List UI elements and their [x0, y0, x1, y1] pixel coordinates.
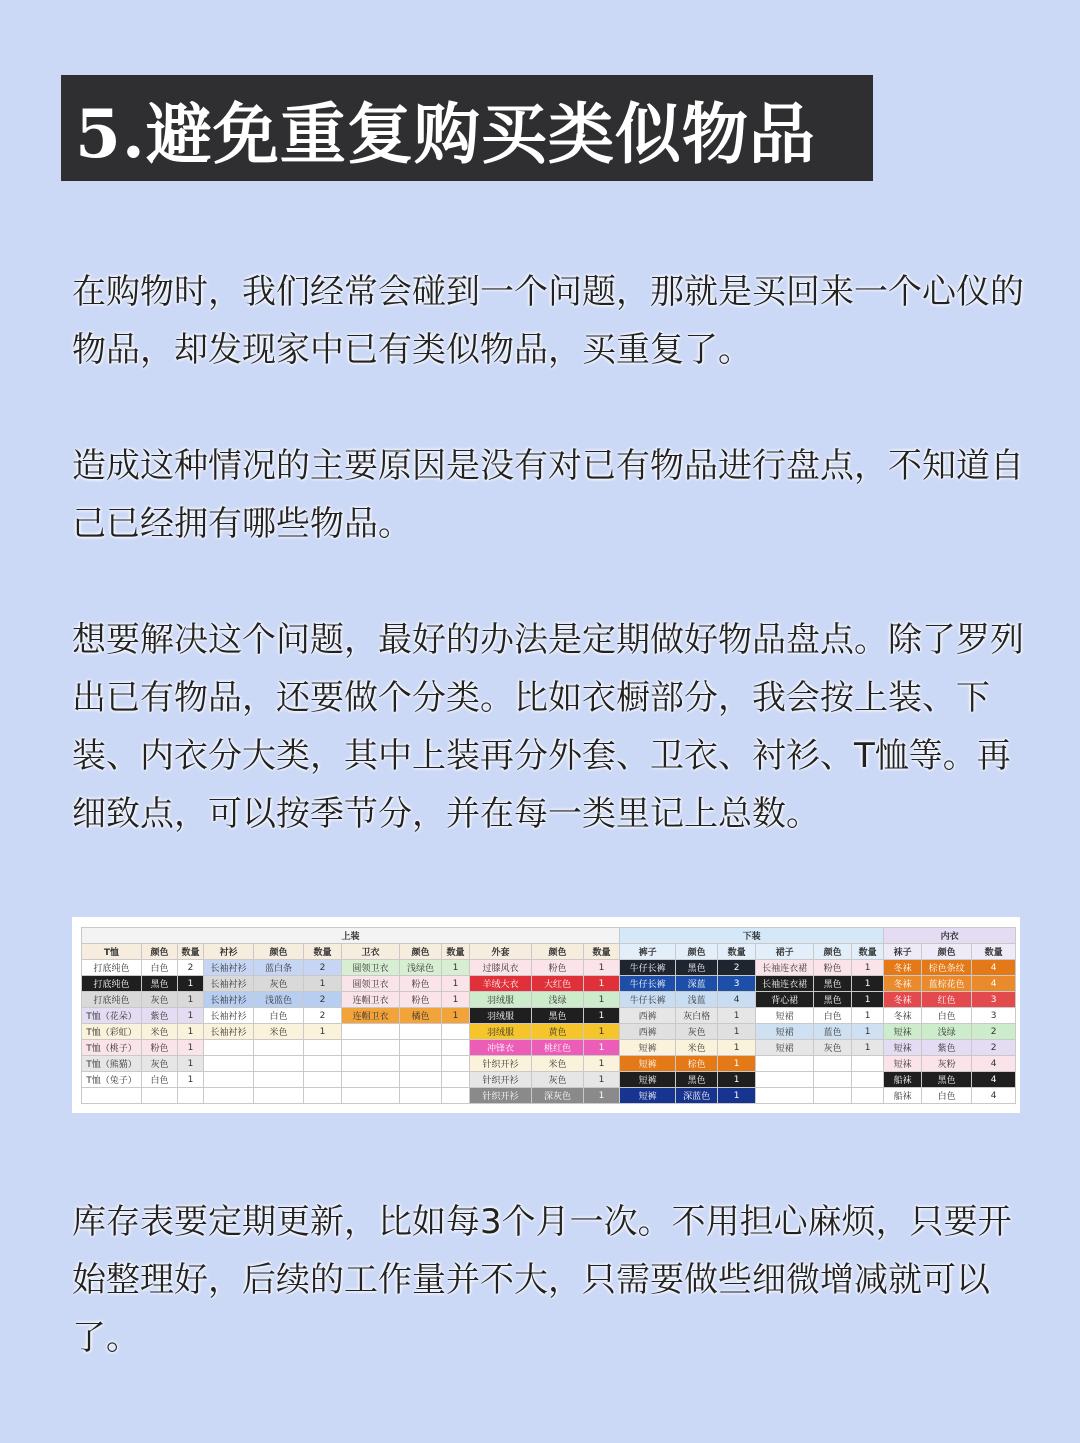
table-cell: 短袜 [884, 1040, 922, 1056]
table-cell: 2 [304, 1008, 342, 1024]
table-cell: 4 [972, 976, 1016, 992]
table-cell: 1 [584, 960, 620, 976]
column-header: 外套 [470, 944, 532, 960]
column-header: 颜色 [254, 944, 304, 960]
table-cell [814, 1072, 852, 1088]
sheet-group-row [82, 928, 1016, 944]
table-cell: 米色 [142, 1024, 178, 1040]
column-header: T恤 [82, 944, 142, 960]
table-cell: 1 [584, 976, 620, 992]
table-cell: 白色 [254, 1008, 304, 1024]
paragraph-1: 在购物时，我们经常会碰到一个问题，那就是买回来一个心仪的物品，却发现家中已有类似物品，买重复了。 [72, 272, 1024, 370]
column-header: 数量 [178, 944, 204, 960]
table-cell [442, 1024, 470, 1040]
table-row [82, 1008, 1016, 1024]
table-cell: 深蓝 [676, 976, 718, 992]
table-cell [178, 1088, 204, 1104]
table-cell: 浅绿 [922, 1024, 972, 1040]
table-cell: 白色 [814, 1008, 852, 1024]
table-row [82, 992, 1016, 1008]
table-cell: 短裙 [756, 1024, 814, 1040]
table-cell: 灰色 [254, 976, 304, 992]
table-cell: 1 [852, 1040, 884, 1056]
table-cell [304, 1072, 342, 1088]
table-cell: 西裤 [620, 1024, 676, 1040]
column-header: 数量 [972, 944, 1016, 960]
table-cell: 冬袜 [884, 960, 922, 976]
table-cell: 黑色 [814, 976, 852, 992]
table-cell: T恤（桃子） [82, 1040, 142, 1056]
table-cell [254, 1088, 304, 1104]
table-cell: T恤（花朵） [82, 1008, 142, 1024]
table-cell: 羊绒大衣 [470, 976, 532, 992]
table-cell: 连帽卫衣 [342, 992, 400, 1008]
table-cell: 连帽卫衣 [342, 1008, 400, 1024]
paragraph-3: 想要解决这个问题，最好的办法是定期做好物品盘点。除了罗列出已有物品，还要做个分类。比如衣橱部分，我会按上装、下装、内衣分大类，其中上装再分外套、卫衣、衬衫、T恤等。再细致点，可以按季节分，并在每一类里记上总数。 [72, 620, 1024, 834]
table-cell: 圆领卫衣 [342, 960, 400, 976]
table-cell [442, 1072, 470, 1088]
table-cell: 粉色 [400, 992, 442, 1008]
table-cell: 1 [718, 1056, 756, 1072]
title-banner [61, 75, 873, 181]
table-cell: 浅蓝色 [254, 992, 304, 1008]
table-cell: 蓝白条 [254, 960, 304, 976]
table-cell: 灰色 [142, 992, 178, 1008]
table-cell [442, 1056, 470, 1072]
column-header: 裙子 [756, 944, 814, 960]
table-cell: 1 [304, 976, 342, 992]
column-header: 颜色 [922, 944, 972, 960]
table-cell: 黄色 [532, 1024, 584, 1040]
table-cell: 1 [178, 992, 204, 1008]
table-cell: 短袜 [884, 1024, 922, 1040]
table-cell [204, 1088, 254, 1104]
table-cell: 粉色 [400, 976, 442, 992]
table-cell [304, 1088, 342, 1104]
table-cell: 长袖衬衫 [204, 960, 254, 976]
table-cell [400, 1040, 442, 1056]
table-cell: 2 [972, 1024, 1016, 1040]
table-cell: T恤（兔子） [82, 1072, 142, 1088]
column-header: 颜色 [814, 944, 852, 960]
table-cell: 灰色 [532, 1072, 584, 1088]
table-cell: 棕色条纹 [922, 960, 972, 976]
table-cell: 1 [584, 1024, 620, 1040]
table-cell: 1 [442, 960, 470, 976]
table-cell [342, 1040, 400, 1056]
table-row [82, 1072, 1016, 1088]
table-cell [204, 1040, 254, 1056]
table-cell: 圆领卫衣 [342, 976, 400, 992]
table-cell [304, 1056, 342, 1072]
table-cell: 牛仔长裤 [620, 976, 676, 992]
table-cell: 米色 [532, 1056, 584, 1072]
table-cell: 长袖衬衫 [204, 1008, 254, 1024]
table-cell: 短裙 [756, 1008, 814, 1024]
table-cell [814, 1088, 852, 1104]
table-cell: 1 [584, 1008, 620, 1024]
table-cell: 长袖衬衫 [204, 976, 254, 992]
table-cell: 3 [972, 1008, 1016, 1024]
table-cell: 黑色 [676, 960, 718, 976]
table-cell: 长袖连衣裙 [756, 976, 814, 992]
table-cell: 1 [584, 1056, 620, 1072]
column-header: 衬衫 [204, 944, 254, 960]
table-row [82, 960, 1016, 976]
table-cell: 紫色 [142, 1008, 178, 1024]
table-cell: 1 [178, 1056, 204, 1072]
table-cell: 米色 [254, 1024, 304, 1040]
table-cell: 1 [852, 976, 884, 992]
column-header: 裤子 [620, 944, 676, 960]
column-header: 颜色 [142, 944, 178, 960]
table-cell: 西裤 [620, 1008, 676, 1024]
column-header: 数量 [718, 944, 756, 960]
page-title: 5.避免重复购买类似物品 [75, 94, 816, 173]
table-cell: 短裤 [620, 1072, 676, 1088]
table-cell: 灰色 [676, 1024, 718, 1040]
table-cell [852, 1072, 884, 1088]
table-cell: 羽绒服 [470, 992, 532, 1008]
table-cell [400, 1024, 442, 1040]
table-cell [400, 1088, 442, 1104]
table-cell: 棕色 [676, 1056, 718, 1072]
table-cell: 白色 [142, 1072, 178, 1088]
table-cell: 粉色 [142, 1040, 178, 1056]
table-cell: 打底纯色 [82, 992, 142, 1008]
table-cell [442, 1088, 470, 1104]
table-cell: 灰色 [814, 1040, 852, 1056]
table-cell: 1 [304, 1024, 342, 1040]
table-cell: 深灰色 [532, 1088, 584, 1104]
inventory-table [81, 927, 1016, 1104]
table-cell: 白色 [142, 960, 178, 976]
table-cell: 灰色 [142, 1056, 178, 1072]
table-cell: 2 [972, 1040, 1016, 1056]
table-cell: 2 [304, 992, 342, 1008]
table-cell [82, 1088, 142, 1104]
table-cell: 1 [442, 992, 470, 1008]
table-cell: 4 [972, 1056, 1016, 1072]
table-cell: 短袜 [884, 1056, 922, 1072]
table-cell: 灰粉 [922, 1056, 972, 1072]
table-row [82, 1040, 1016, 1056]
paragraph-4: 库存表要定期更新，比如每3个月一次。不用担心麻烦，只要开始整理好，后续的工作量并不大，只需要做些细微增减就可以了。 [72, 1202, 1012, 1358]
paragraph-2: 造成这种情况的主要原因是没有对已有物品进行盘点，不知道自己已经拥有哪些物品。 [72, 446, 1024, 544]
table-cell [304, 1040, 342, 1056]
table-cell [342, 1056, 400, 1072]
table-cell: 冬袜 [884, 992, 922, 1008]
table-cell: 1 [852, 992, 884, 1008]
table-cell: 黑色 [142, 976, 178, 992]
table-cell [142, 1088, 178, 1104]
column-header: 数量 [304, 944, 342, 960]
table-cell: 针织开衫 [470, 1072, 532, 1088]
table-cell: 羽绒服 [470, 1008, 532, 1024]
table-cell: 4 [718, 992, 756, 1008]
column-header: 数量 [852, 944, 884, 960]
table-cell: 1 [718, 1024, 756, 1040]
table-cell: 深蓝色 [676, 1088, 718, 1104]
table-cell: 1 [442, 976, 470, 992]
table-row [82, 976, 1016, 992]
table-cell: 1 [718, 1088, 756, 1104]
table-row [82, 1056, 1016, 1072]
table-cell: 蓝色 [814, 1024, 852, 1040]
table-cell [204, 1056, 254, 1072]
table-cell [442, 1040, 470, 1056]
table-cell: 冬袜 [884, 1008, 922, 1024]
table-cell: 1 [852, 1024, 884, 1040]
table-cell: T恤（熊猫） [82, 1056, 142, 1072]
table-cell: 1 [178, 976, 204, 992]
table-cell: 浅蓝 [676, 992, 718, 1008]
table-cell [400, 1056, 442, 1072]
table-cell: 白色 [922, 1088, 972, 1104]
table-cell [342, 1024, 400, 1040]
table-cell: 蓝棕花色 [922, 976, 972, 992]
table-cell: 橘色 [400, 1008, 442, 1024]
table-cell: 粉色 [532, 960, 584, 976]
table-cell: 4 [972, 960, 1016, 976]
table-cell [342, 1088, 400, 1104]
table-cell [756, 1056, 814, 1072]
column-header: 颜色 [400, 944, 442, 960]
inventory-sheet [72, 917, 1020, 1113]
table-cell: 3 [718, 976, 756, 992]
table-cell: 1 [178, 1008, 204, 1024]
table-cell: 短裤 [620, 1040, 676, 1056]
column-header: 数量 [442, 944, 470, 960]
table-cell: 1 [584, 1072, 620, 1088]
table-cell: 短裙 [756, 1040, 814, 1056]
table-cell: 大红色 [532, 976, 584, 992]
table-cell: 黑色 [814, 992, 852, 1008]
table-cell: 2 [718, 960, 756, 976]
table-cell [852, 1056, 884, 1072]
column-header: 颜色 [532, 944, 584, 960]
table-cell: 长袖衬衫 [204, 992, 254, 1008]
table-cell: 冬袜 [884, 976, 922, 992]
table-cell: 1 [584, 1088, 620, 1104]
column-header: 数量 [584, 944, 620, 960]
table-cell: 红色 [922, 992, 972, 1008]
table-cell: 1 [584, 992, 620, 1008]
table-cell: 打底纯色 [82, 960, 142, 976]
table-cell: 黑色 [532, 1008, 584, 1024]
table-cell [204, 1072, 254, 1088]
column-header: 颜色 [676, 944, 718, 960]
table-cell: 4 [972, 1088, 1016, 1104]
table-cell: 米色 [676, 1040, 718, 1056]
table-cell: 短裤 [620, 1088, 676, 1104]
sheet-body [82, 960, 1016, 1104]
table-cell: 长袖衬衫 [204, 1024, 254, 1040]
table-cell: 1 [718, 1040, 756, 1056]
table-cell: 冲锋衣 [470, 1040, 532, 1056]
table-cell: 背心裙 [756, 992, 814, 1008]
table-cell: 船袜 [884, 1072, 922, 1088]
table-cell: 2 [178, 960, 204, 976]
table-cell [254, 1056, 304, 1072]
table-row [82, 1088, 1016, 1104]
table-cell [852, 1088, 884, 1104]
table-cell: 1 [178, 1040, 204, 1056]
table-cell: 1 [852, 1008, 884, 1024]
table-cell: 1 [718, 1072, 756, 1088]
table-cell: 紫色 [922, 1040, 972, 1056]
table-cell [254, 1072, 304, 1088]
table-cell: 1 [178, 1072, 204, 1088]
column-header: 卫衣 [342, 944, 400, 960]
table-cell [342, 1072, 400, 1088]
table-cell: 3 [972, 992, 1016, 1008]
table-cell: 打底纯色 [82, 976, 142, 992]
table-cell: 1 [178, 1024, 204, 1040]
table-cell [814, 1056, 852, 1072]
table-cell: 白色 [922, 1008, 972, 1024]
table-cell: 针织开衫 [470, 1056, 532, 1072]
column-header: 袜子 [884, 944, 922, 960]
table-cell: 灰白格 [676, 1008, 718, 1024]
table-cell [254, 1040, 304, 1056]
sheet-header-row [82, 944, 1016, 960]
group-bottoms: 下装 [620, 928, 884, 944]
table-cell: 1 [852, 960, 884, 976]
table-cell: 过膝风衣 [470, 960, 532, 976]
table-cell: 船袜 [884, 1088, 922, 1104]
table-cell: 浅绿 [532, 992, 584, 1008]
group-tops: 上装 [82, 928, 620, 944]
table-cell: 1 [442, 1008, 470, 1024]
table-cell: 2 [304, 960, 342, 976]
table-cell: 黑色 [922, 1072, 972, 1088]
table-row [82, 1024, 1016, 1040]
table-cell: 羽绒服 [470, 1024, 532, 1040]
table-cell: 1 [718, 1008, 756, 1024]
group-underwear: 内衣 [884, 928, 1016, 944]
table-cell: 针织开衫 [470, 1088, 532, 1104]
table-cell: T恤（彩虹） [82, 1024, 142, 1040]
table-cell: 桃红色 [532, 1040, 584, 1056]
table-cell [756, 1072, 814, 1088]
table-cell: 1 [584, 1040, 620, 1056]
table-cell [756, 1088, 814, 1104]
table-cell: 短裤 [620, 1056, 676, 1072]
table-cell: 浅绿色 [400, 960, 442, 976]
table-cell: 牛仔长裤 [620, 960, 676, 976]
table-cell: 黑色 [676, 1072, 718, 1088]
table-cell: 牛仔长裤 [620, 992, 676, 1008]
table-cell: 长袖连衣裙 [756, 960, 814, 976]
table-cell: 粉色 [814, 960, 852, 976]
table-cell: 4 [972, 1072, 1016, 1088]
table-cell [400, 1072, 442, 1088]
